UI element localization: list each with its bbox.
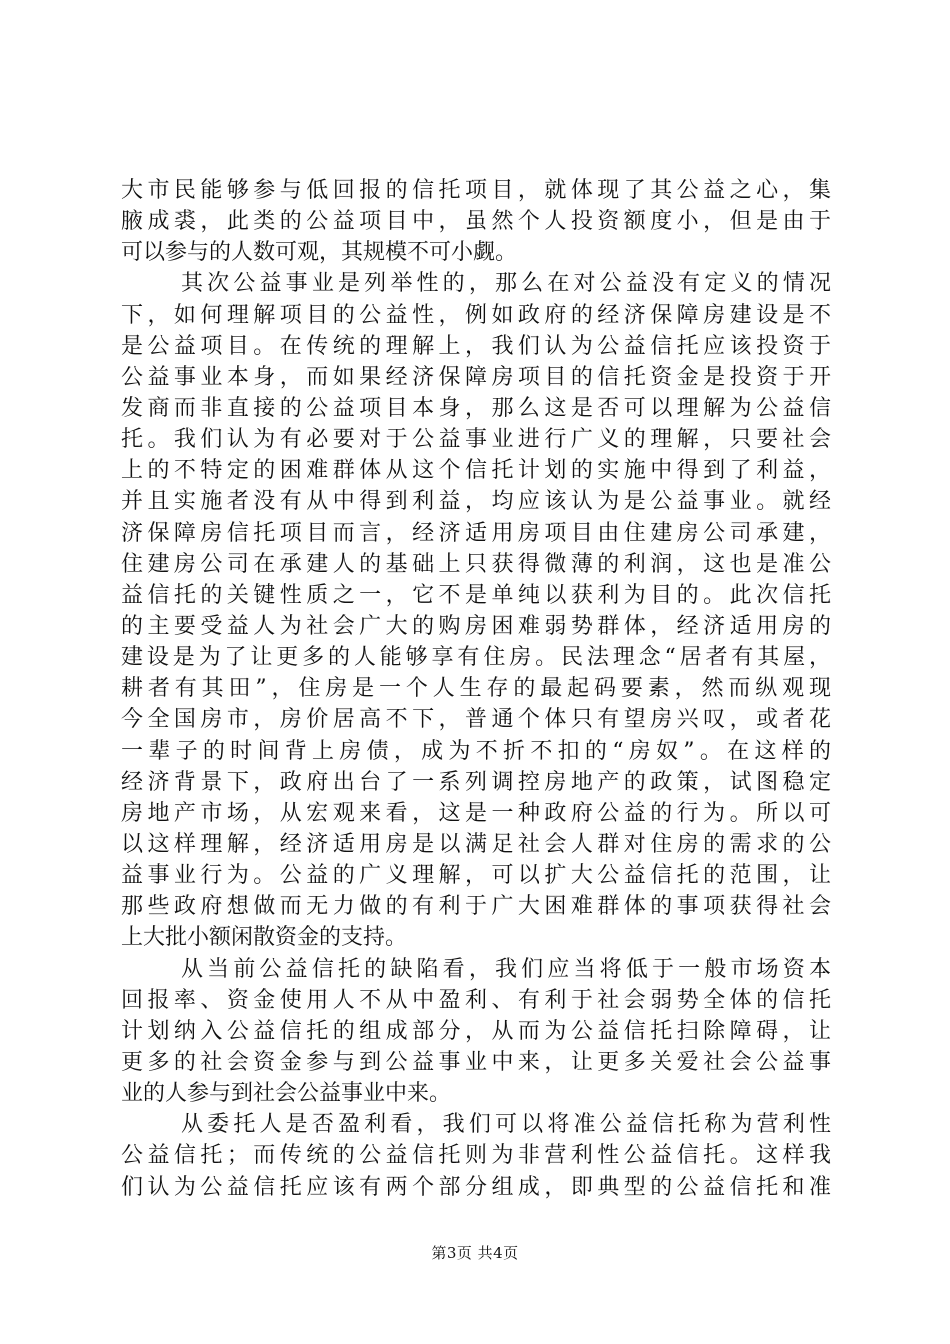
text-line: 上的不特定的困难群体从这个信托计划的实施中得到了利益，	[121, 458, 831, 484]
text-line: 上大批小额闲散资金的支持。	[121, 925, 408, 951]
text-line: 大市民能够参与低回报的信托项目，就体现了其公益之心，集	[121, 178, 831, 203]
text-line: 益事业行为。公益的广义理解，可以扩大公益信托的范围，让	[121, 863, 831, 889]
text-line: 业的人参与到社会公益事业中来。	[121, 1081, 452, 1107]
text-line: 经济背景下，政府出台了一系列调控房地产的政策，试图稳定	[121, 769, 831, 795]
text-line: 更多的社会资金参与到公益事业中来，让更多关爱社会公益事	[121, 1049, 831, 1075]
body-text	[121, 175, 831, 1203]
text-line: 住建房公司在承建人的基础上只获得微薄的利润，这也是准公	[121, 551, 831, 577]
text-line: 房地产市场，从宏观来看，这是一种政府公益的行为。所以可	[121, 800, 831, 826]
text-line: 回报率、资金使用人不从中盈利、有利于社会弱势全体的信托	[121, 987, 831, 1013]
text-line: 们认为公益信托应该有两个部分组成，即典型的公益信托和准	[121, 1174, 831, 1200]
text-line: 其次公益事业是列举性的，那么在对公益没有定义的情况	[181, 271, 831, 297]
text-line: 腋成裘，此类的公益项目中，虽然个人投资额度小，但是由于	[121, 209, 831, 235]
text-line: 的主要受益人为社会广大的购房困难弱势群体，经济适用房的	[121, 613, 831, 639]
text-line: 并且实施者没有从中得到利益，均应该认为是公益事业。就经	[121, 489, 831, 515]
text-line: 建设是为了让更多的人能够享有住房。民法理念“居者有其屋，	[121, 645, 831, 671]
text-line: 发商而非直接的公益项目本身，那么这是否可以理解为公益信	[121, 395, 831, 421]
text-line: 那些政府想做而无力做的有利于广大困难群体的事项获得社会	[121, 894, 831, 920]
text-line: 耕者有其田”，住房是一个人生存的最起码要素，然而纵观现	[121, 676, 831, 702]
text-line: 从当前公益信托的缺陷看，我们应当将低于一般市场资本	[181, 956, 831, 982]
text-line: 今全国房市，房价居高不下，普通个体只有望房兴叹，或者花	[121, 707, 831, 733]
text-line: 公益信托；而传统的公益信托则为非营利性公益信托。这样我	[121, 1143, 831, 1169]
text-line: 可以参与的人数可观，其规模不可小觑。	[121, 240, 518, 266]
text-line: 益信托的关键性质之一，它不是单纯以获利为目的。此次信托	[121, 582, 831, 608]
text-line: 下，如何理解项目的公益性，例如政府的经济保障房建设是不	[121, 302, 831, 328]
text-line: 济保障房信托项目而言，经济适用房项目由住建房公司承建，	[121, 520, 831, 546]
text-line: 从委托人是否盈利看，我们可以将准公益信托称为营利性	[181, 1112, 831, 1138]
text-line: 公益事业本身，而如果经济保障房项目的信托资金是投资于开	[121, 364, 831, 390]
text-line: 是公益项目。在传统的理解上，我们认为公益信托应该投资于	[121, 333, 831, 359]
page-footer: 第3页 共4页	[431, 1244, 519, 1262]
text-line: 托。我们认为有必要对于公益事业进行广义的理解，只要社会	[121, 427, 831, 453]
text-line: 以这样理解，经济适用房是以满足社会人群对住房的需求的公	[121, 831, 831, 857]
text-line: 计划纳入公益信托的组成部分，从而为公益信托扫除障碍，让	[121, 1018, 831, 1044]
text-line: 一辈子的时间背上房债，成为不折不扣的“房奴”。在这样的	[121, 738, 831, 764]
